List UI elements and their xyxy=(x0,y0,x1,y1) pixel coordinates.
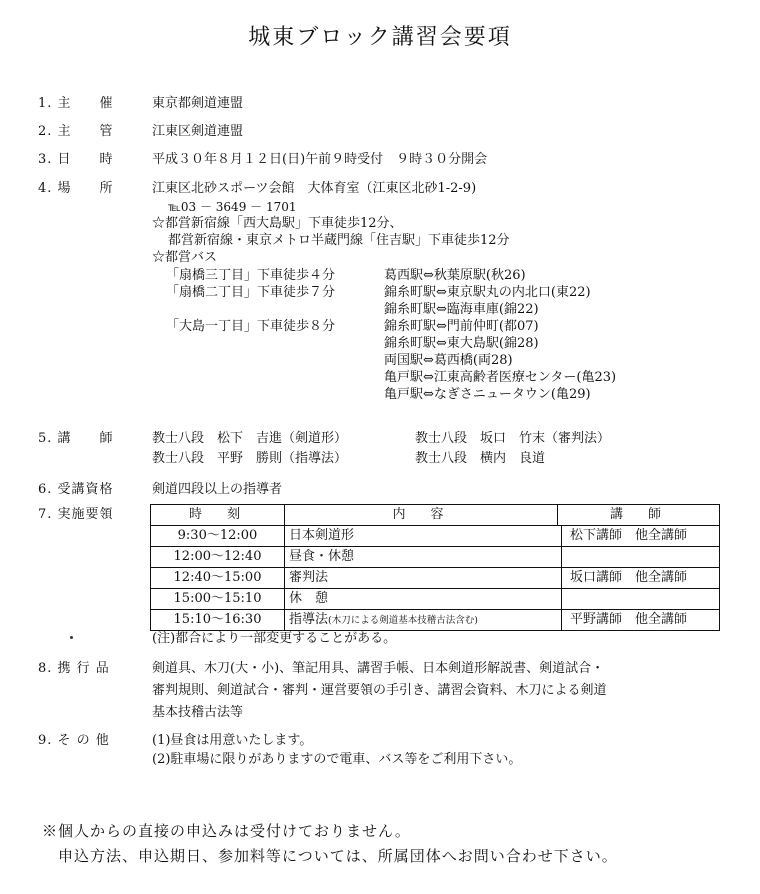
place-access-1: ☆都営新宿線「西大島駅」下車徒歩12分、 xyxy=(152,216,403,231)
row-content: 休 憩 xyxy=(285,589,562,609)
row-time: 9:30～12:00 xyxy=(151,526,285,546)
header-lecturer: 講 師 xyxy=(609,507,667,522)
bus-route: 錦糸町駅⇔臨海車庫(錦22) xyxy=(384,302,539,317)
table-row xyxy=(151,609,719,630)
bus-stop-1: 「扇橋三丁目」下車徒歩４分 xyxy=(166,268,336,283)
item-date-label: 3. 日 時 xyxy=(38,152,114,167)
table-header-row xyxy=(151,505,719,525)
header-content: 内 容 xyxy=(285,505,558,525)
bus-route: 錦糸町駅⇔門前仲町(都07) xyxy=(384,319,539,334)
item-manage-value: 江東区剣道連盟 xyxy=(152,124,244,139)
row-content: 審判法 xyxy=(285,568,562,588)
bus-route: 錦糸町駅⇔東大島駅(錦28) xyxy=(384,336,539,351)
belongings-line: 剣道具、木刀(大・小)、筆記用具、講習手帳、日本剣道形解説書、剣道試合・ xyxy=(152,661,605,676)
row-time: 12:00～12:40 xyxy=(151,547,285,567)
row-time: 15:00～15:10 xyxy=(151,589,285,609)
row-content-note: (木刀による剣道基本技稽古法含む) xyxy=(328,615,478,626)
bus-route: 錦糸町駅⇔東京駅丸の内北口(東22) xyxy=(384,285,591,300)
bus-route: 亀戸駅⇔なぎさニュータウン(亀29) xyxy=(384,387,591,402)
lecturer: 教士八段 坂口 竹末（審判法） xyxy=(415,431,611,446)
item-place-value: 江東区北砂スポーツ会館 大体育室（江東区北砂1-2-9) xyxy=(152,181,477,196)
other-line: (2)駐車場に限りがありますので電車、バス等をご利用下さい。 xyxy=(152,752,522,767)
row-lecturer: 松下講師 他全講師 xyxy=(570,528,688,543)
bus-route: 両国駅⇔葛西橋(両28) xyxy=(384,353,513,368)
lecturer: 教士八段 松下 吉進（剣道形） xyxy=(152,431,348,446)
bus-title: ☆都営バス xyxy=(152,250,218,265)
document-title: 城東ブロック講習会要項 xyxy=(248,25,512,50)
bus-stop-3: 「大島一丁目」下車徒歩８分 xyxy=(166,319,336,334)
lecturer: 教士八段 平野 勝則（指導法） xyxy=(152,451,348,466)
belongings-line: 審判規則、剣道試合・審判・運営要領の手引き、講習会資料、木刀による剣道 xyxy=(152,683,607,698)
item-date-value: 平成３０年８月１２日(日)午前９時受付 ９時３０分開会 xyxy=(152,152,488,167)
table-row xyxy=(151,525,719,546)
row-content: 日本剣道形 xyxy=(285,526,562,546)
item-manage-label: 2. 主 管 xyxy=(38,124,114,139)
speck-mark xyxy=(70,636,73,639)
item-lecturers-label: 5. 講 師 xyxy=(38,431,114,446)
row-content-wrap xyxy=(285,610,562,630)
lecturer: 教士八段 横内 良道 xyxy=(415,451,546,466)
item-qualification-label: 6. 受講資格 xyxy=(38,482,114,497)
table-row xyxy=(151,567,719,588)
row-content: 指導法 xyxy=(289,612,329,627)
item-host-label: 1. 主 催 xyxy=(38,96,114,111)
row-time: 12:40～15:00 xyxy=(151,568,285,588)
row-lecturer: 平野講師 他全講師 xyxy=(570,612,688,627)
header-time: 時 刻 xyxy=(151,505,285,525)
row-content: 昼食・休憩 xyxy=(285,547,562,567)
bus-route: 亀戸駅⇔江東高齢者医療センター(亀23) xyxy=(384,370,617,385)
other-line: (1)昼食は用意いたします。 xyxy=(152,733,313,748)
schedule-table xyxy=(150,504,720,631)
row-lecturer xyxy=(562,589,719,609)
belongings-line: 基本技稽古法等 xyxy=(152,705,244,720)
item-belongings-label: 8. 携 行 品 xyxy=(38,661,110,676)
notice-line: ※個人からの直接の申込みは受付けておりません。 xyxy=(42,822,411,840)
item-host-value: 東京都剣道連盟 xyxy=(152,96,244,111)
row-lecturer xyxy=(562,547,719,567)
notice-line: 申込方法、申込期日、参加料等については、所属団体へお問い合わせ下さい。 xyxy=(58,847,618,865)
item-other-label: 9. そ の 他 xyxy=(38,733,110,748)
row-time: 15:10～16:30 xyxy=(151,610,285,630)
table-row xyxy=(151,546,719,567)
bus-route: 葛西駅⇔秋葉原駅(秋26) xyxy=(384,268,526,283)
item-schedule-label: 7. 実施要領 xyxy=(38,507,114,522)
place-tel: ℡03 － 3649 － 1701 xyxy=(168,200,297,214)
place-access-2: 都営新宿線・東京メトロ半蔵門線「住吉駅」下車徒歩12分 xyxy=(168,233,510,248)
bus-stop-2: 「扇橋二丁目」下車徒歩７分 xyxy=(166,285,336,300)
table-row xyxy=(151,588,719,609)
item-place-label: 4. 場 所 xyxy=(38,181,114,196)
item-qualification-value: 剣道四段以上の指導者 xyxy=(152,482,283,497)
row-lecturer: 坂口講師 他全講師 xyxy=(570,570,688,585)
schedule-note: (注)都合により一部変更することがある。 xyxy=(152,631,397,646)
